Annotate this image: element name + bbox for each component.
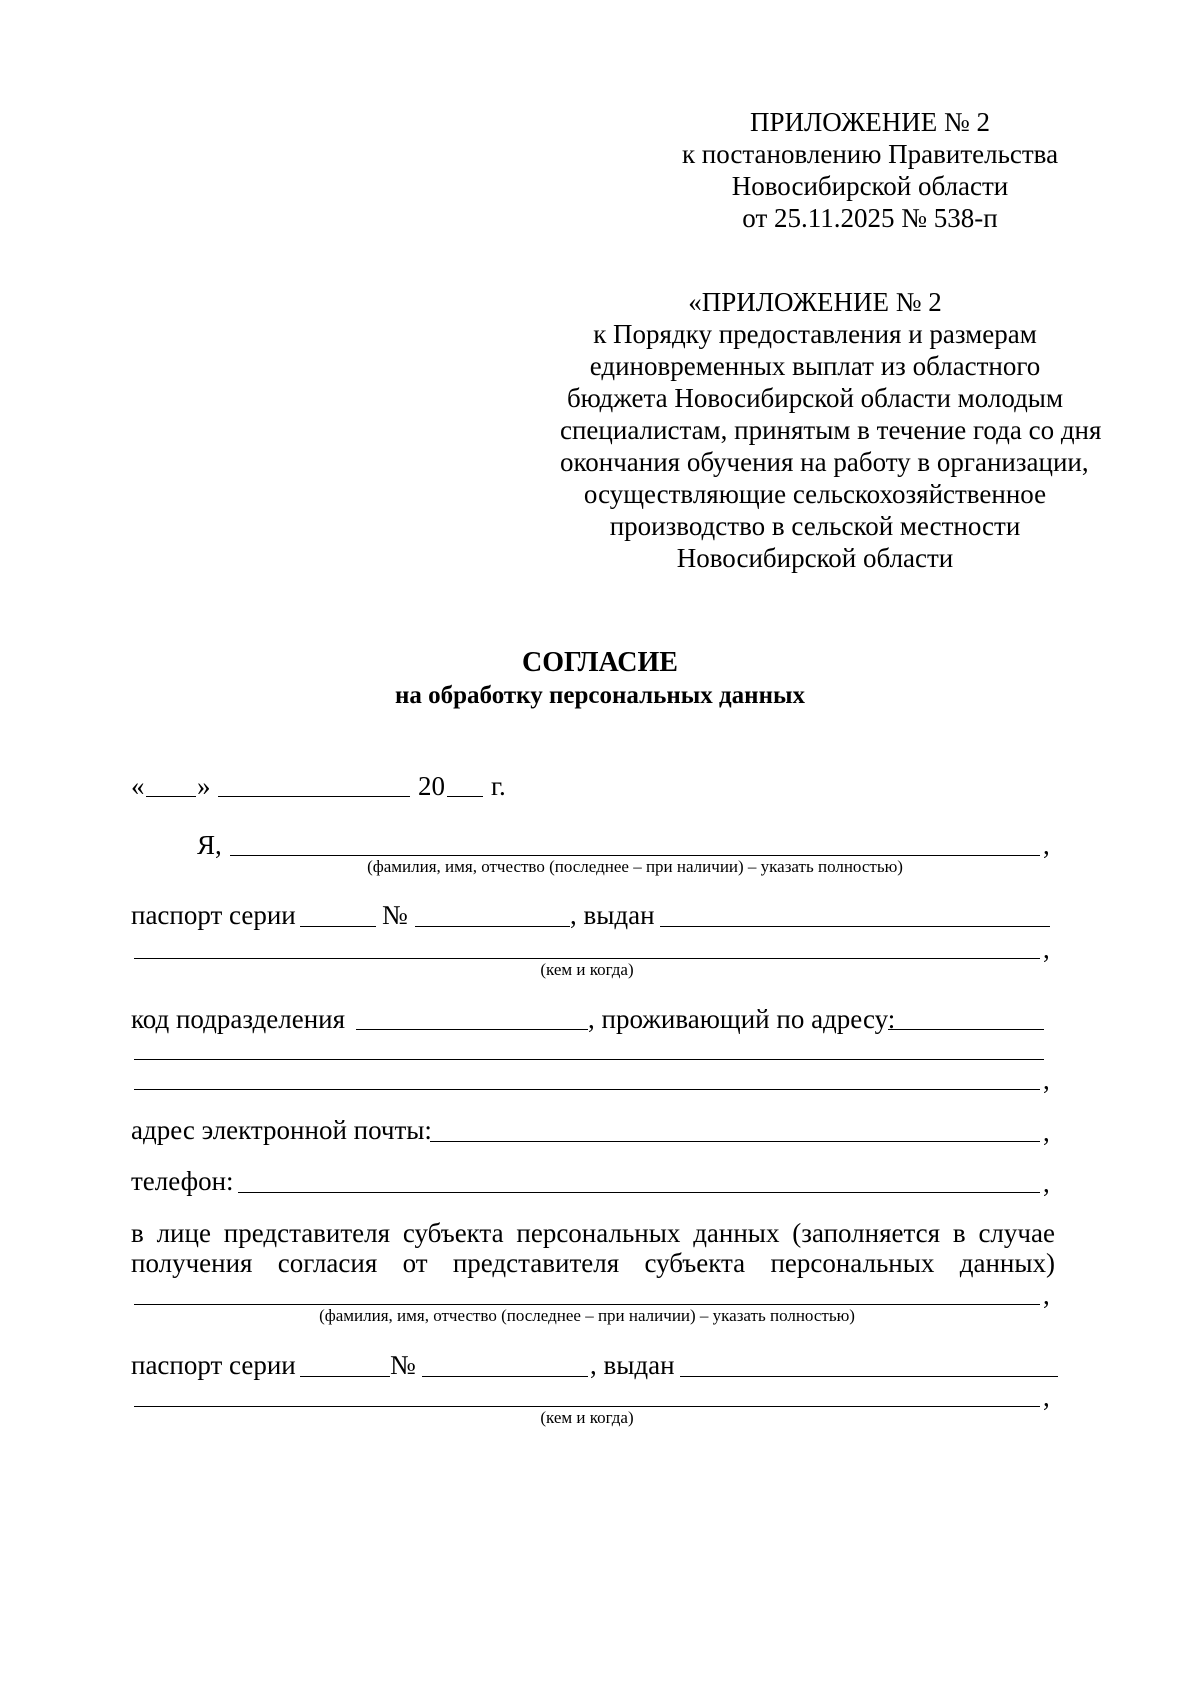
comma: , <box>1043 1065 1050 1095</box>
rep-passport-number-field[interactable] <box>422 1376 588 1377</box>
word: (заполняется <box>792 1218 941 1248</box>
comma: , <box>1043 1117 1050 1147</box>
word: персональных <box>516 1218 681 1248</box>
appendix-order-line: к Порядку предоставления и размерам <box>593 319 1037 349</box>
word: персональных <box>770 1248 935 1278</box>
address-field[interactable] <box>888 1029 1044 1030</box>
date-close-quote: » <box>197 771 211 801</box>
rep-passport-issued-field[interactable] <box>680 1376 1058 1377</box>
full-name-caption: (фамилия, имя, отчество (последнее – при наличии) – указать полностью) <box>367 857 903 876</box>
word: представителя <box>452 1248 620 1278</box>
appendix-header <box>680 106 1060 234</box>
document-subtitle: на обработку персональных данных <box>395 682 805 709</box>
appendix-date-number: от 25.11.2025 № 538-п <box>742 203 998 233</box>
rep-passport-series-field[interactable] <box>300 1376 390 1377</box>
appendix-order-line: Новосибирской области <box>676 543 954 573</box>
date-year-prefix: 20 <box>418 771 445 801</box>
i-label: Я, <box>197 830 222 860</box>
date-day-field[interactable] <box>146 796 196 797</box>
word: представителя <box>223 1218 391 1248</box>
address-field-line3[interactable] <box>134 1089 1040 1090</box>
phone-label: телефон: <box>131 1166 234 1196</box>
date-year-suffix: г. <box>491 771 506 801</box>
word: получения <box>131 1248 253 1278</box>
word: в <box>952 1218 966 1248</box>
word: субъекта <box>402 1218 504 1248</box>
appendix-order-line: единовременных выплат из областного <box>589 351 1041 381</box>
rep-passport-series-label: паспорт серии <box>131 1350 296 1380</box>
comma: , <box>1043 1168 1050 1198</box>
appendix-region: Новосибирской области <box>731 171 1009 201</box>
rep-passport-issued-label: , выдан <box>590 1350 675 1380</box>
comma: , <box>1043 934 1050 964</box>
word: случае <box>978 1218 1055 1248</box>
representative-text-line1 <box>131 1217 1055 1249</box>
full-name-field[interactable] <box>230 855 1040 856</box>
email-label: адрес электронной почты: <box>131 1115 432 1145</box>
word: данных) <box>959 1248 1055 1278</box>
date-open-quote: « <box>131 771 145 801</box>
passport-number-field[interactable] <box>415 926 570 927</box>
word: в <box>131 1218 144 1248</box>
appendix-order-line: «ПРИЛОЖЕНИЕ № 2 <box>688 287 942 317</box>
passport-number-label: № <box>382 900 408 930</box>
passport-issued-field[interactable] <box>660 926 1050 927</box>
representative-name-caption: (фамилия, имя, отчество (последнее – при наличии) – указать полностью) <box>319 1306 855 1325</box>
date-month-field[interactable] <box>218 796 410 797</box>
appendix-order-line: бюджета Новосибирской области молодым <box>566 383 1064 413</box>
comma: , <box>1043 830 1050 860</box>
word: согласия <box>277 1248 378 1278</box>
representative-name-field[interactable] <box>134 1304 1040 1305</box>
word: субъекта <box>644 1248 746 1278</box>
appendix-order-line: осуществляющие сельскохозяйственное <box>583 479 1047 509</box>
representative-text-line2 <box>131 1247 1055 1279</box>
appendix-order-block <box>560 286 1102 574</box>
appendix-order-line: специалистам, принятым в течение года со дня <box>560 415 1102 445</box>
issued-by-caption: (кем и когда) <box>540 960 634 979</box>
passport-series-label: паспорт серии <box>131 900 296 930</box>
address-field-line2[interactable] <box>134 1059 1044 1060</box>
word: данных <box>693 1218 780 1248</box>
rep-passport-number-label: № <box>390 1350 416 1380</box>
appendix-order-line: производство в сельской местности <box>609 511 1021 541</box>
word: от <box>402 1248 428 1278</box>
phone-field[interactable] <box>238 1192 1040 1193</box>
division-code-field[interactable] <box>356 1029 588 1030</box>
appendix-number: ПРИЛОЖЕНИЕ № 2 <box>749 107 991 137</box>
residing-address-label: , проживающий по адресу: <box>588 1004 896 1034</box>
division-code-label: код подразделения <box>131 1004 346 1034</box>
appendix-resolution-ref: к постановлению Правительства <box>681 139 1059 169</box>
comma: , <box>1043 1382 1050 1412</box>
word: лице <box>156 1218 211 1248</box>
comma: , <box>1043 1280 1050 1310</box>
date-year-field[interactable] <box>447 796 483 797</box>
passport-issued-label: , выдан <box>570 900 655 930</box>
rep-issued-by-caption: (кем и когда) <box>540 1408 634 1427</box>
document-title: СОГЛАСИЕ <box>522 647 678 678</box>
passport-issued-field-line2[interactable] <box>134 958 1040 959</box>
appendix-order-line: окончания обучения на работу в организации, <box>560 447 1089 477</box>
email-field[interactable] <box>430 1141 1040 1142</box>
passport-series-field[interactable] <box>300 926 376 927</box>
rep-passport-issued-field-line2[interactable] <box>134 1406 1040 1407</box>
